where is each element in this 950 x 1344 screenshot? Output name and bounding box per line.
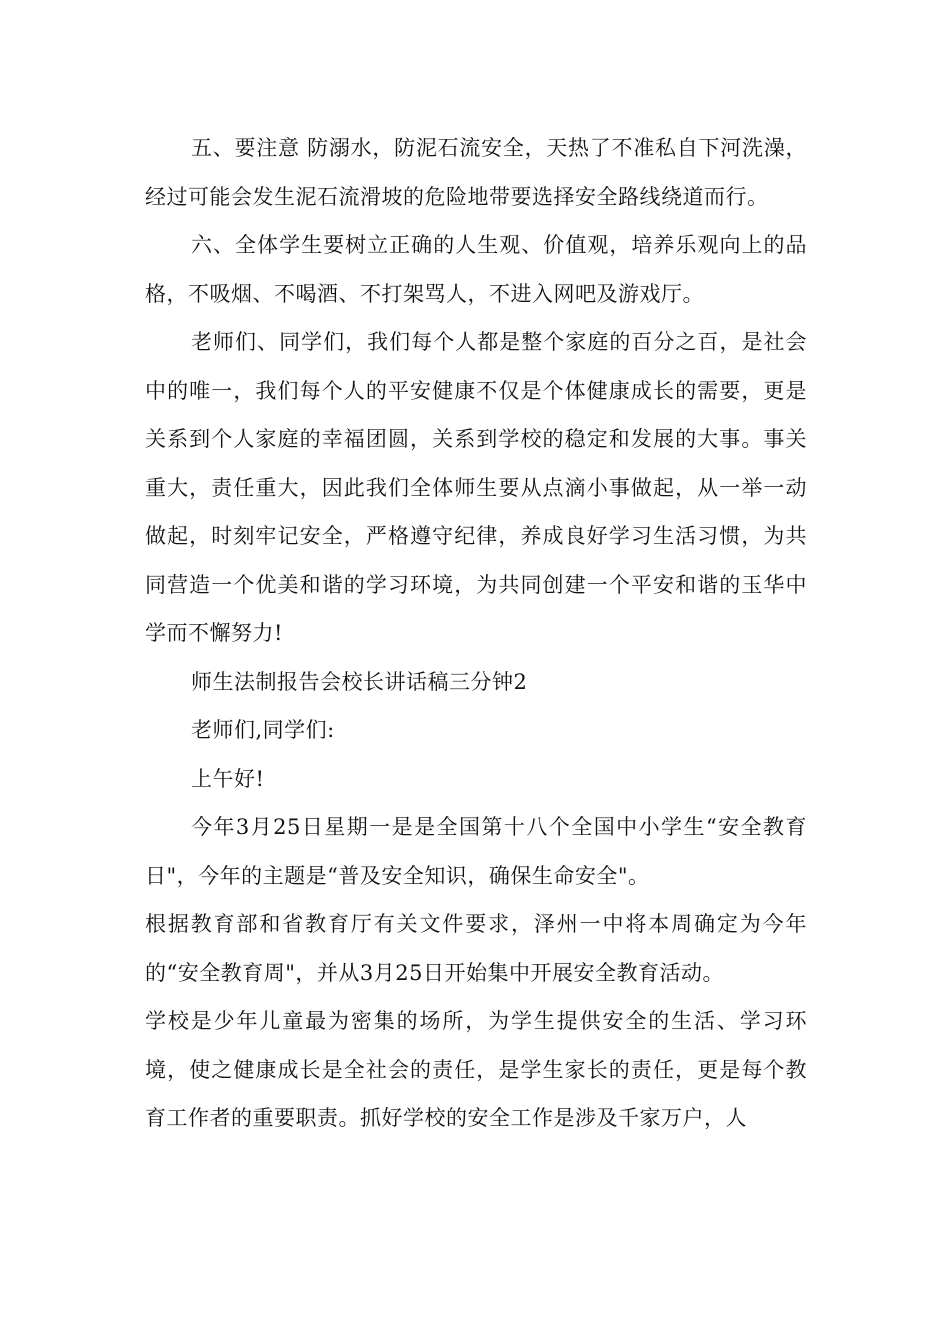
salutation: 老师们,同学们:	[191, 718, 335, 742]
paragraph-school-responsibility: 学校是少年儿童最为密集的场所，为学生提供安全的生活、学习环境，使之健康成长是全社会的责任，是学生家长的责任，更是每个教育工作者的重要职责。抓好学校的安全工作是涉及千家万户，人	[145, 1009, 807, 1130]
greeting: 上午好!	[191, 766, 265, 791]
paragraph-safety-importance: 老师们、同学们，我们每个人都是整个家庭的百分之百，是社会中的唯一，我们每个人的平安健康不仅是个体健康成长的需要，更是关系到个人家庭的幸福团圆，关系到学校的稳定和发展的大事。事关重大，责任重大，因此我们全体师生要从点滴小事做起，从一举一动做起，时刻牢记安全，严格遵守纪律，养成良好学习生活习惯，为共同营造一个优美和谐的学习环境，为共同创建一个平安和谐的玉华中学而不懈努力!	[145, 330, 807, 645]
paragraph-education-week: 根据教育部和省教育厅有关文件要求，泽州一中将本周确定为今年的“安全教育周"，并从3月25日开始集中开展安全教育活动。	[145, 912, 807, 985]
paragraph-drowning-safety: 五、要注意 防溺水，防泥石流安全，天热了不准私自下河洗澡，经过可能会发生泥石流滑坡的危险地带要选择安全路线绕道而行。	[145, 136, 807, 209]
paragraph-education-day: 今年3月25日星期一是是全国第十八个全国中小学生“安全教育日"，今年的主题是“普及安全知识，确保生命安全"。	[145, 815, 807, 888]
paragraph-values: 六、全体学生要树立正确的人生观、价值观，培养乐观向上的品格，不吸烟、不喝酒、不打架骂人，不进入网吧及游戏厅。	[145, 233, 807, 306]
section-heading: 师生法制报告会校长讲话稿三分钟2	[191, 669, 528, 694]
document-body	[145, 124, 807, 1143]
